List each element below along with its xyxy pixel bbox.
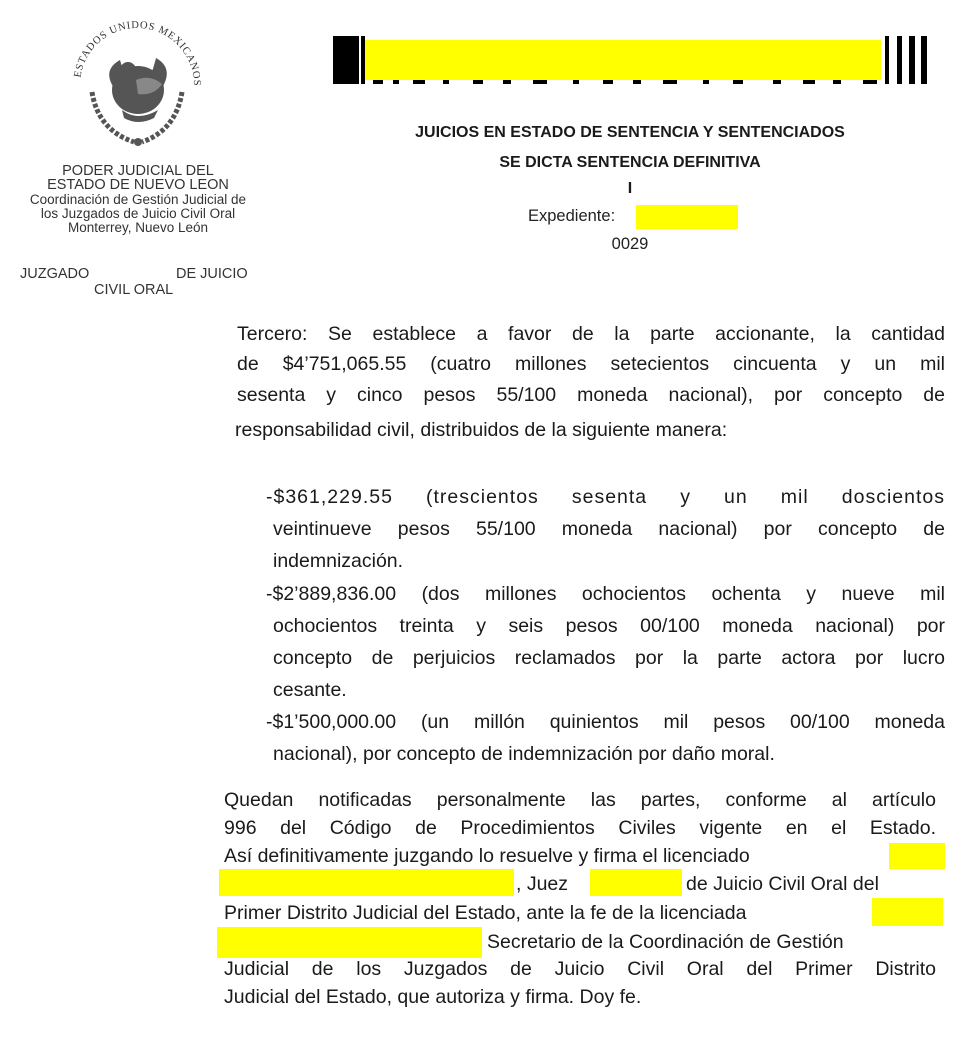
redaction-block: [889, 843, 945, 869]
closing-line: Quedan notificadas personalmente las partes, conforme al artículo: [224, 789, 936, 811]
roman-numeral: I: [627, 180, 633, 197]
closing-line: Judicial del Estado, que autoriza y firma. Doy fe.: [224, 986, 642, 1008]
seal-ring-text: ESTADOS UNIDOS MEXICANOS: [72, 19, 203, 87]
list-item-line: -$1’500,000.00 (un millón quinientos mil pesos 00/100 moneda: [266, 711, 945, 733]
closing-line: de Juicio Civil Oral del: [686, 873, 879, 895]
court-label-part2: DE JUICIO: [176, 266, 248, 282]
list-item-line: concepto de perjuicios reclamados por la parte actora por lucro: [273, 647, 945, 669]
barcode: [333, 36, 931, 84]
redaction-block: [219, 869, 514, 896]
closing-line: Primer Distrito Judicial del Estado, ante la fe de la licenciada: [224, 902, 747, 924]
heading-line-2: SE DICTA SENTENCIA DEFINITIVA: [499, 154, 761, 171]
closing-line: Así definitivamente juzgando lo resuelve y firma el licenciado: [224, 845, 750, 867]
barcode-redaction: [365, 40, 881, 80]
tercero-line: responsabilidad civil, distribuidos de la siguiente manera:: [235, 419, 728, 441]
redaction-block: [590, 869, 682, 896]
closing-line: Judicial de los Juzgados de Juicio Civil Oral del Primer Distrito: [224, 958, 936, 980]
coat-of-arms-seal: [62, 10, 212, 160]
tercero-line: Tercero: Se establece a favor de la parte accionante, la cantidad: [237, 323, 945, 345]
redaction-block: [872, 898, 943, 926]
expediente-label: Expediente:: [528, 207, 616, 225]
expediente-redaction: [636, 205, 738, 229]
court-label-part1: JUZGADO: [20, 266, 90, 282]
list-item-line: indemnización.: [273, 550, 404, 572]
closing-line: Secretario de la Coordinación de Gestión: [487, 931, 844, 953]
list-item-line: -$361,229.55 (trescientos sesenta y un mil doscientos: [266, 486, 945, 508]
org-line-4: los Juzgados de Juicio Civil Oral: [40, 206, 236, 221]
tercero-line: de $4’751,065.55 (cuatro millones setecientos cincuenta y un mil: [237, 353, 945, 375]
court-label-part3: CIVIL ORAL: [94, 282, 174, 298]
file-number: 0029: [611, 235, 649, 253]
tercero-line: sesenta y cinco pesos 55/100 moneda nacional), por concepto de: [237, 384, 945, 406]
org-line-3: Coordinación de Gestión Judicial de: [29, 192, 247, 207]
heading-line-1: JUICIOS EN ESTADO DE SENTENCIA Y SENTENCIADOS: [415, 124, 845, 141]
org-line-1: PODER JUDICIAL DEL: [62, 163, 214, 179]
closing-line: 996 del Código de Procedimientos Civiles vigente en el Estado.: [224, 817, 936, 839]
org-line-2: ESTADO DE NUEVO LEON: [47, 177, 229, 193]
list-item-line: ochocientos treinta y seis pesos 00/100 moneda nacional) por: [273, 615, 945, 637]
org-line-5: Monterrey, Nuevo León: [67, 220, 209, 235]
list-item-line: veintinueve pesos 55/100 moneda nacional) por concepto de: [273, 518, 945, 540]
closing-line: , Juez: [516, 873, 569, 895]
redaction-block: [217, 927, 482, 958]
list-item-line: cesante.: [273, 679, 347, 701]
list-item-line: nacional), por concepto de indemnización por daño moral.: [273, 743, 775, 765]
list-item-line: -$2’889,836.00 (dos millones ochocientos ochenta y nueve mil: [266, 583, 945, 605]
